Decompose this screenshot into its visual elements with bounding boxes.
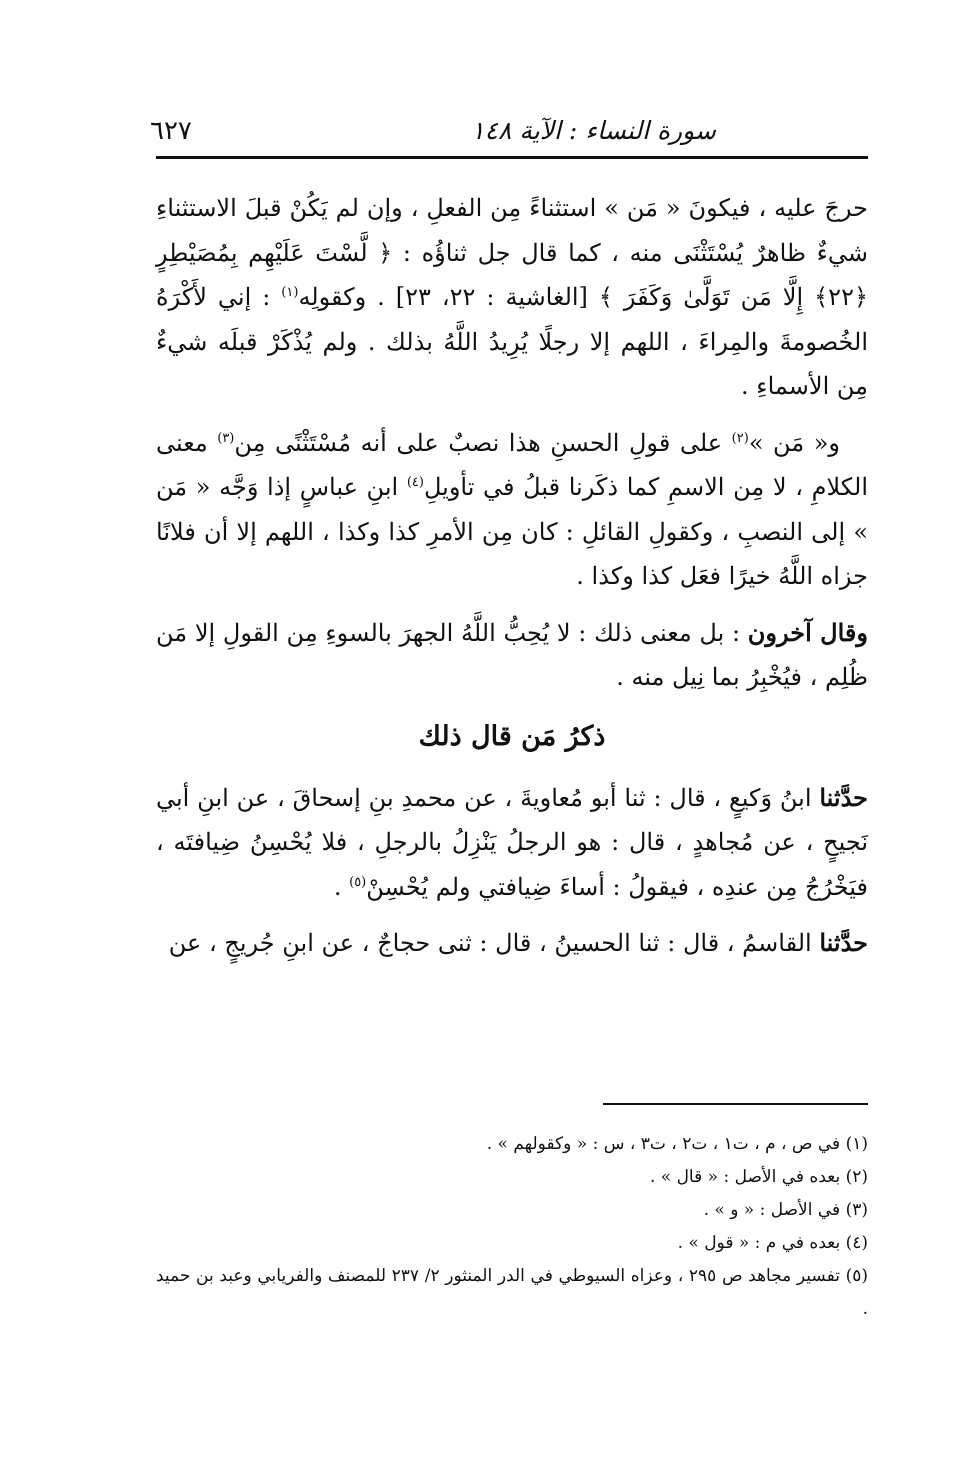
paragraph-text: : إني لأَكْرَهُ الخُصومةَ والمِراءَ ، اللهم إلا رجلًا يُرِيدُ اللَّهُ بذلك . ولم يُذْكَرْ قبلَه شيءٌ مِن الأسماءِ . bbox=[156, 283, 868, 400]
footnote-ref-1: (١) bbox=[281, 285, 299, 300]
paragraph-text: معنى الكلامِ ، لا مِن الاسمِ كما ذكَرنا قبلُ في تأويلِ bbox=[156, 428, 869, 501]
lead-phrase: حدَّثنا bbox=[819, 928, 868, 957]
running-title: سورة النساء : الآية ١٤٨ bbox=[471, 116, 716, 145]
footnote-ref-3: (٣) bbox=[217, 430, 235, 446]
header-divider bbox=[156, 156, 868, 159]
paragraph-text: حرجَ عليه ، فيكونَ « مَن » استثناءً مِن الفعلِ ، وإن لم يَكُنْ قبلَ الاستثناءِ شيءٌ ظاهرٌ يُسْتَثْنَى منه ، كما قال جل ثناؤُه : ﴿ لَّسْتَ عَلَيْهِم بِمُصَيْطِرٍ ﴿٢٢﴾ إِلَّا مَن تَوَلَّىٰ وَكَفَرَ ﴾ [الغاشية : ٢٢، ٢٣] . وكقولِه bbox=[156, 194, 869, 311]
section-heading: ذكرُ مَن قال ذلك bbox=[418, 720, 606, 752]
paragraph-text: القاسمُ ، قال : ثنا الحسينُ ، قال : ثنى حجاجٌ ، عن ابنِ جُريجٍ ، عن bbox=[168, 929, 820, 957]
lead-phrase: حدَّثنا bbox=[819, 782, 868, 812]
page-number: ٦٢٧ bbox=[150, 116, 192, 146]
paragraph-text: . bbox=[333, 872, 350, 901]
footnote-2: (٢) بعده في الأصل : « قال » . bbox=[649, 1167, 868, 1187]
footnotes bbox=[156, 1128, 868, 1326]
paragraph-3 bbox=[156, 611, 868, 700]
paragraph-text: ابنُ وَكيعٍ ، قال : ثنا أبو مُعاويةَ ، عن محمدِ بنِ إسحاقَ ، عن ابنِ أبي نَجيحٍ ، عن مُجاهدٍ ، قال : هو الرجلُ يَنْزِلُ بالرجلِ ، فلا يُحْسِنُ ضِيافتَه ، فيَخْرُجُ مِن عندِه ، فيقولُ : أساءَ ضِيافتي ولم يُحْسِنْ bbox=[156, 783, 868, 901]
footnote-ref-4: (٤) bbox=[406, 475, 424, 490]
footnote-5: (٥) تفسير مجاهد ص ٢٩٥ ، وعزاه السيوطي في الدر المنثور ٢/ ٢٣٧ للمصنف والفريابي وعبد بن حميد . bbox=[156, 1266, 868, 1319]
footnote-3: (٣) في الأصل : « و » . bbox=[703, 1200, 868, 1220]
footnote-ref-2: (٢) bbox=[731, 430, 749, 446]
paragraph-5 bbox=[156, 921, 868, 966]
paragraph-text: ابنِ عباسٍ إذا وَجَّه « مَن » إلى النصبِ ، وكقولِ القائلِ : كان مِن الأمرِ كذا وكذا ، اللهم إلا أن فلانًا جزاه اللَّهُ خيرًا فعَل كذا وكذا . bbox=[156, 473, 868, 590]
paragraph-text: و« مَن » bbox=[748, 428, 840, 457]
paragraph-2 bbox=[156, 421, 868, 599]
footnote-4: (٤) بعده في م : « قول » . bbox=[677, 1233, 868, 1253]
page-header bbox=[150, 110, 868, 154]
paragraph-text: : بل معنى ذلك : لا يُحِبُّ اللَّهُ الجهرَ بالسوءِ مِن القولِ إلا مَن ظُلِم ، فيُخْبِرُ بما نِيل منه . bbox=[156, 618, 868, 691]
lead-phrase: وقال آخرون bbox=[747, 617, 868, 647]
footnote-divider bbox=[603, 1103, 868, 1105]
paragraph-text: على قولِ الحسنِ هذا نصبٌ على أنه مُسْتَثْنًى مِن bbox=[234, 428, 732, 457]
paragraph-4 bbox=[156, 776, 868, 910]
footnote-ref-5: (٥) bbox=[349, 874, 367, 890]
main-text bbox=[156, 186, 868, 978]
footnote-1: (١) في ص ، م ، ت١ ، ت٢ ، ت٣ ، س : « وكقولهم » . bbox=[486, 1134, 868, 1154]
paragraph-1 bbox=[156, 186, 868, 409]
